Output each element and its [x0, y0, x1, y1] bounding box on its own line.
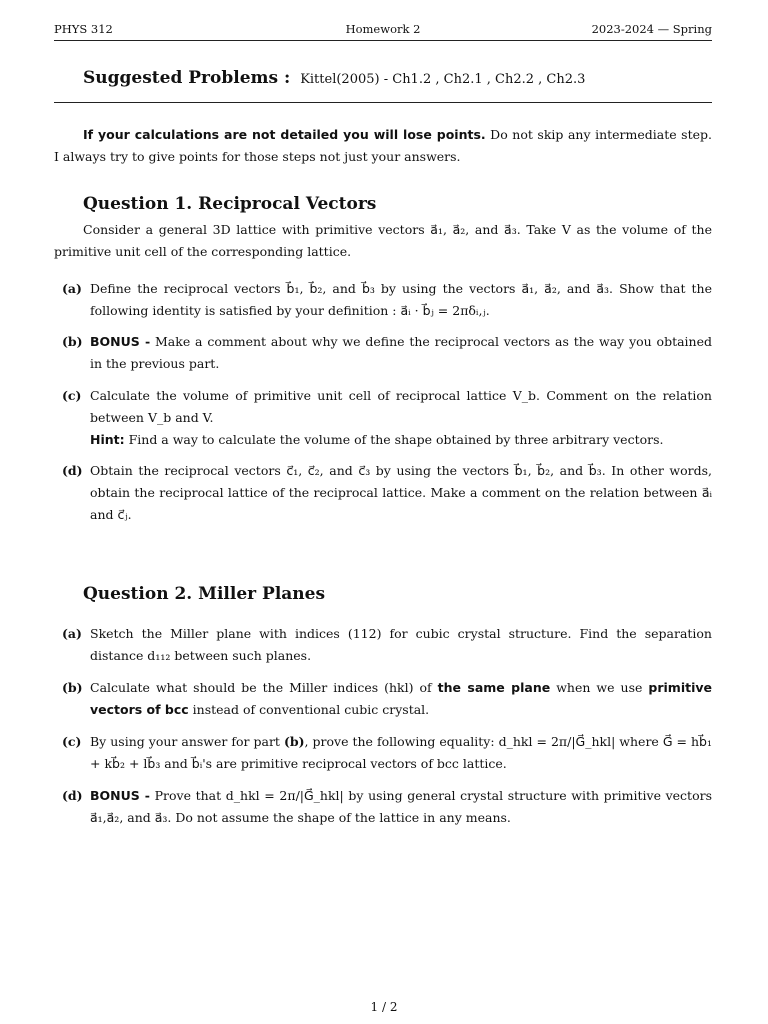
- q1-part-b: [62, 331, 712, 375]
- part-label: (c): [62, 388, 82, 403]
- part-label: (b): [62, 680, 83, 695]
- part-text: Make a comment about why we define the reciprocal vectors as the way you obtained in the previous part.: [90, 334, 712, 371]
- q2-part-d: [62, 785, 712, 829]
- part-text: Define the reciprocal vectors b⃗₁, b⃗₂, and b⃗₃ by using the vectors a⃗₁, a⃗₂, and a⃗₃. Show that the following identity is satisfied by your definition : a⃗ᵢ · b⃗ⱼ = 2πδᵢ,ⱼ.: [90, 281, 712, 318]
- part-text: Sketch the Miller plane with indices (112) for cubic crystal structure. Find the separation distance d₁₁₂ between such planes.: [90, 626, 712, 663]
- question-1-intro: Consider a general 3D lattice with primitive vectors a⃗₁, a⃗₂, and a⃗₃. Take V as the volume of the primitive unit cell of the corresponding lattice.: [54, 222, 712, 259]
- q1-part-d: [62, 460, 712, 526]
- part-text: Prove that d_hkl = 2π/|G⃗_hkl| by using general crystal structure with primitive vectors a⃗₁,a⃗₂, and a⃗₃. Do not assume the shape of the lattice in any means.: [90, 788, 712, 825]
- part-label: (a): [62, 281, 82, 296]
- hint-label: Hint:: [90, 432, 125, 447]
- q1-part-c: [62, 385, 712, 451]
- part-text: instead of conventional cubic crystal.: [188, 702, 430, 717]
- part-text: when we use: [550, 680, 649, 695]
- hint-text: Find a way to calculate the volume of the shape obtained by three arbitrary vectors.: [124, 432, 664, 447]
- intro-text: Do not skip any intermediate step. I always try to give points for those steps not just your answers.: [54, 127, 712, 164]
- part-text: Obtain the reciprocal vectors c⃗₁, c⃗₂, and c⃗₃ by using the vectors b⃗₁, b⃗₂, and b⃗₃. In other words, obtain the reciprocal lattice of the reciprocal lattice. Make a comment on the relation between a⃗ᵢ and c⃗ⱼ.: [90, 463, 712, 522]
- suggested-problems: [83, 68, 585, 88]
- intro-warning: If your calculations are not detailed you will lose points.: [83, 127, 486, 142]
- part-text: , prove the following equality: d_hkl = 2π/|G⃗_hkl| where G⃗ = hb⃗₁ + kb⃗₂ + lb⃗₃ and b⃗ᵢ's are primitive reciprocal vectors of bcc lattice.: [90, 734, 712, 771]
- part-text: Calculate what should be the Miller indices (hkl) of: [90, 680, 438, 695]
- question-1-title: Question 1. Reciprocal Vectors: [83, 194, 377, 214]
- q2-part-b: [62, 677, 712, 721]
- question-2-title: Question 2. Miller Planes: [83, 584, 326, 604]
- document-title: Homework 2: [345, 22, 421, 36]
- section-divider: [54, 102, 712, 103]
- suggested-refs: Kittel(2005) - Ch1.2 , Ch2.1 , Ch2.2 , Ch2.3: [300, 72, 586, 87]
- part-label: (d): [62, 463, 83, 478]
- bonus-label: BONUS -: [90, 788, 150, 803]
- part-text: Calculate the volume of primitive unit cell of reciprocal lattice V_b. Comment on the relation between V_b and V.: [90, 388, 712, 425]
- course-code: PHYS 312: [54, 22, 113, 36]
- suggested-title: Suggested Problems :: [83, 68, 291, 88]
- page-header: [54, 20, 712, 41]
- part-label: (c): [62, 734, 82, 749]
- q2-part-a: [62, 623, 712, 667]
- part-text: By using your answer for part: [90, 734, 284, 749]
- q2-part-c: [62, 731, 712, 775]
- semester: 2023-2024 — Spring: [591, 22, 712, 36]
- q1-part-a: [62, 278, 712, 322]
- part-label: (a): [62, 626, 82, 641]
- intro-paragraph: [54, 124, 712, 168]
- bonus-label: BONUS -: [90, 334, 151, 349]
- part-label: (d): [62, 788, 83, 803]
- part-reference: (b): [283, 734, 305, 749]
- emphasis: the same plane: [437, 680, 551, 695]
- emphasis: primitive vectors of bcc: [90, 680, 712, 717]
- page-number: 1 / 2: [370, 1000, 398, 1014]
- part-label: (b): [62, 334, 83, 349]
